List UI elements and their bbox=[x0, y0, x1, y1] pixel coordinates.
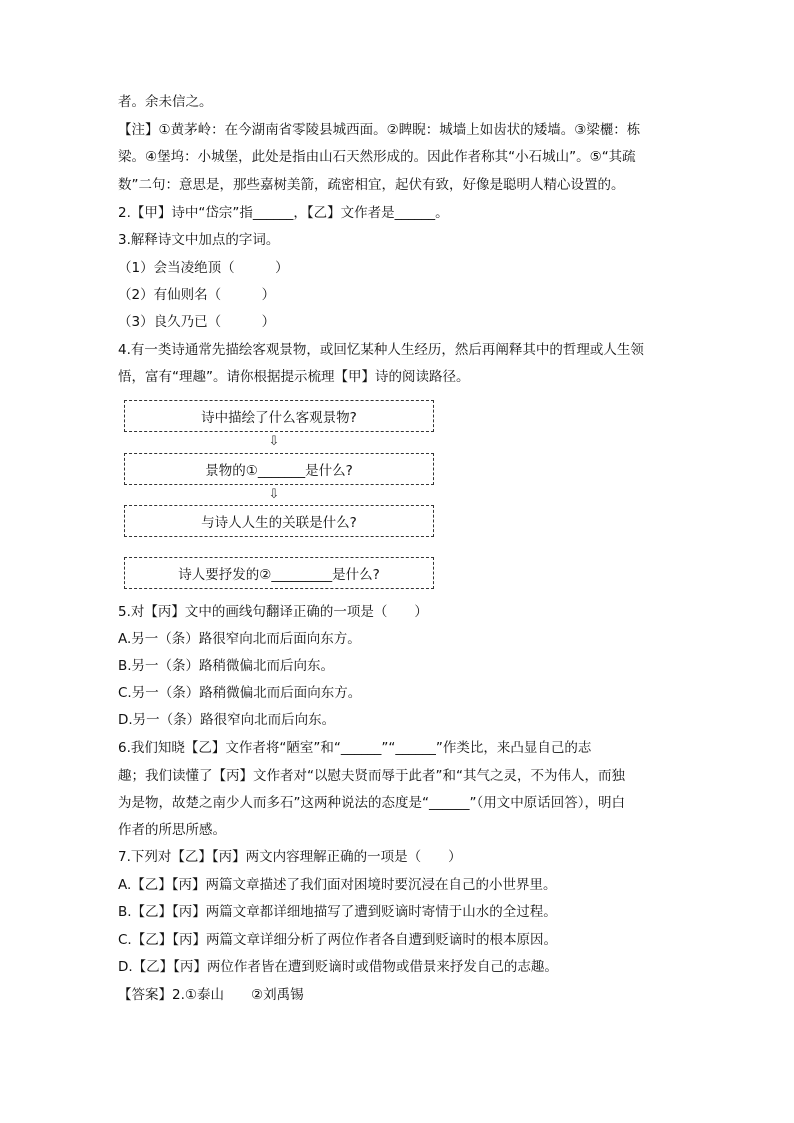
note-line: 数”二句：意思是，那些嘉树美箭，疏密相宜，起伏有致，好像是聪明人精心设置的。 bbox=[118, 177, 625, 193]
question-3: 3.解释诗文中加点的字词。 bbox=[118, 232, 280, 248]
question-7: 7.下列对【乙】【丙】两文内容理解正确的一项是（ ） bbox=[118, 849, 462, 865]
option-d: D.【乙】【丙】两位作者皆在遭到贬谪时或借物或借景来抒发自己的志趣。 bbox=[118, 959, 558, 975]
option-a: A.【乙】【丙】两篇文章描述了我们面对困境时要沉浸在自己的小世界里。 bbox=[118, 877, 557, 893]
question-3-item: （2）有仙则名（ ） bbox=[118, 287, 276, 303]
option-c: C.另一（条）路稍微偏北而后面向东方。 bbox=[118, 685, 362, 701]
question-3-item: （1）会当凌绝顶（ ） bbox=[118, 260, 289, 276]
option-d: D.另一（条）路很窄向北而后向东。 bbox=[118, 712, 336, 728]
question-4: 悟，富有“理趣”。请你根据提示梳理【甲】诗的阅读路径。 bbox=[118, 369, 470, 385]
flow-box-4: 诗人要抒发的②_________是什么? bbox=[124, 557, 434, 589]
question-5: 5.对【丙】文中的画线句翻译正确的一项是（ ） bbox=[118, 604, 428, 620]
option-a: A.另一（条）路很窄向北而后面向东方。 bbox=[118, 631, 361, 647]
option-b: B.【乙】【丙】两篇文章都详细地描写了遭到贬谪时寄情于山水的全过程。 bbox=[118, 904, 557, 920]
flow-box-3: 与诗人人生的关联是什么? bbox=[124, 505, 434, 537]
option-b: B.另一（条）路稍微偏北而后向东。 bbox=[118, 658, 335, 674]
down-arrow-icon: ⇩ bbox=[268, 434, 280, 449]
question-4: 4.有一类诗通常先描绘客观景物，或回忆某种人生经历，然后再阐释其中的哲理或人生领 bbox=[118, 342, 644, 358]
flow-box-1: 诗中描绘了什么客观景物? bbox=[124, 400, 434, 432]
question-6: 趣；我们读懂了【丙】文作者对“以慰夫贤而辱于此者”和“其气之灵，不为伟人，而独 bbox=[118, 768, 625, 784]
text-line: 者。余未信之。 bbox=[118, 94, 213, 110]
down-arrow-icon: ⇩ bbox=[268, 487, 280, 502]
answer-line: 【答案】2.①泰山 ②刘禹锡 bbox=[118, 987, 304, 1003]
note-line: 【注】①黄茅岭：在今湖南省零陵县城西面。②睥睨：城墙上如齿状的矮墙。③梁欐：栋 bbox=[118, 122, 641, 138]
option-c: C.【乙】【丙】两篇文章详细分析了两位作者各自遭到贬谪时的根本原因。 bbox=[118, 932, 557, 948]
question-3-item: （3）良久乃已（ ） bbox=[118, 314, 276, 330]
flow-box-2: 景物的①_______是什么? bbox=[124, 453, 434, 485]
question-2: 2.【甲】诗中“岱宗”指______，【乙】文作者是______。 bbox=[118, 205, 449, 221]
question-6: 作者的所思所感。 bbox=[118, 822, 226, 838]
question-6: 为是物，故楚之南少人而多石”这两种说法的态度是“______”（用文中原话回答），明白 bbox=[118, 795, 625, 811]
question-6: 6.我们知晓【乙】文作者将“陋室”和“______”“______”作类比，来凸显自己的志 bbox=[118, 740, 592, 756]
note-line: 梁。④堡坞：小城堡，此处是指由山石天然形成的。因此作者称其“小石城山”。⑤“其疏 bbox=[118, 149, 636, 165]
